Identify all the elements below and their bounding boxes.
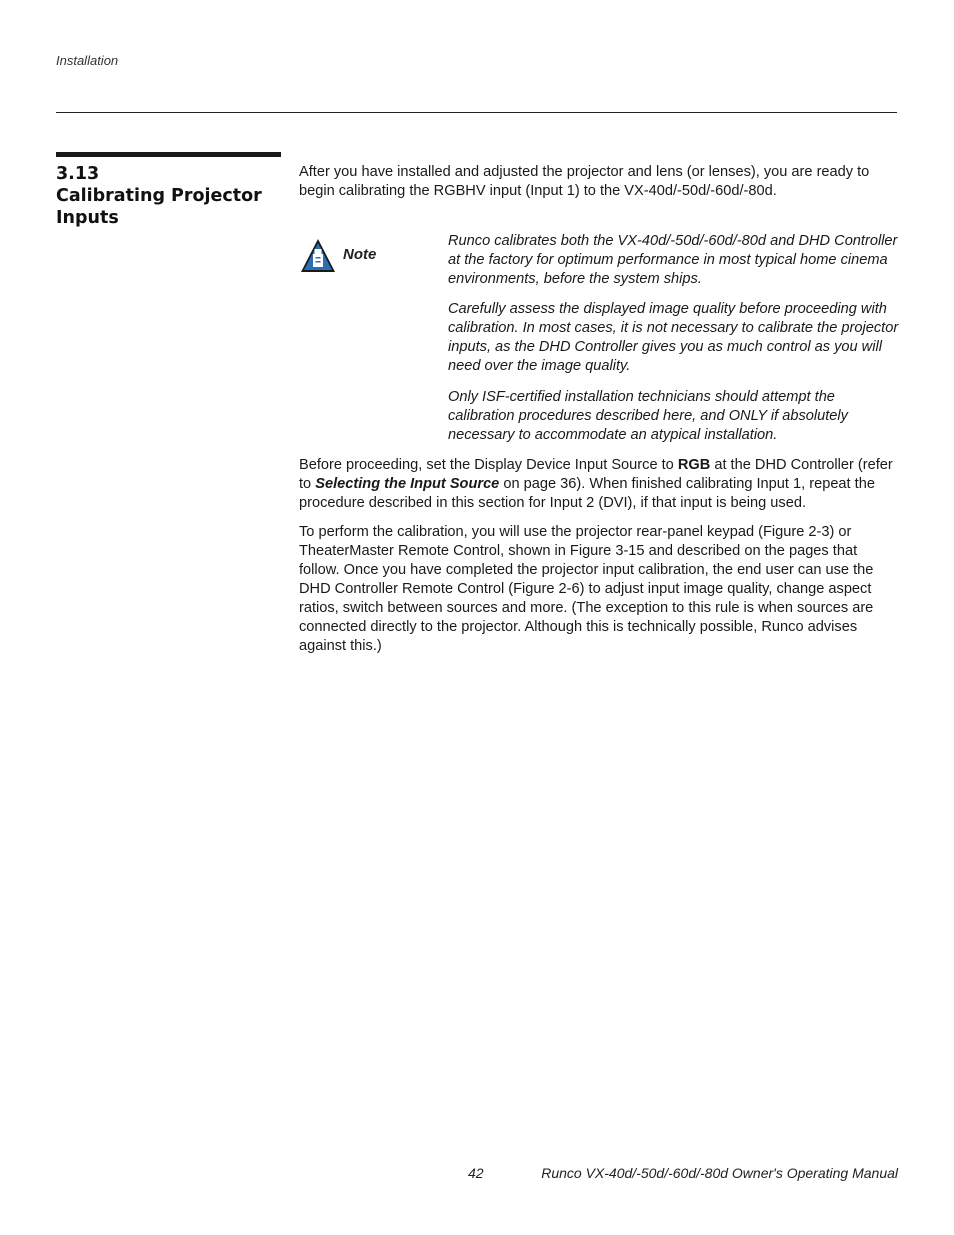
before-text-3: on page 36). When finished calibrating Input 1, repeat the procedure described in this section for Input 2 (DVI), if that input is being used.: [299, 476, 875, 511]
section-heading: [56, 163, 286, 229]
intro-paragraph: After you have installed and adjusted the projector and lens (or lenses), you are ready to begin calibrating the RGBHV input (Input 1) to the VX-40d/-50d/-60d/-80d.: [299, 164, 870, 199]
note-label: Note: [343, 246, 377, 263]
note-paragraph-1: Runco calibrates both the VX-40d/-50d/-60d/-80d and DHD Controller at the factory for optimum performance in most typical home cinema environments, before the system ships.: [448, 233, 898, 287]
before-text-2: at the DHD Controller (refer to: [299, 457, 893, 492]
header-rule: [56, 112, 897, 113]
selecting-input-source-link[interactable]: Selecting the Input Source: [315, 476, 500, 492]
before-text-1: Before proceeding, set the Display Device Input Source to: [299, 457, 678, 473]
section-title-line2: Inputs: [56, 208, 119, 228]
before-proceeding-paragraph: [299, 456, 899, 513]
manual-title: Runco VX-40d/-50d/-60d/-80d Owner's Operating Manual: [541, 1165, 898, 1181]
section-number: 3.13: [56, 164, 100, 184]
perform-calibration-paragraph: To perform the calibration, you will use the projector rear-panel keypad (Figure 2-3) or TheaterMaster Remote Control, shown in Figure 3-15 and described on the pages that follow. Once you have completed the projector input calibration, the end user can use the DHD Controller Remote Control (Figure 2-6) to adjust input image quality, change aspect ratios, switch between sources and more. (The exception to this rule is when sources are connected directly to the projector. Although this is technically possible, Runco advises against this.): [299, 524, 874, 654]
running-head: Installation: [56, 53, 119, 68]
note-icon: [300, 238, 336, 274]
rgb-term: RGB: [677, 457, 711, 473]
section-bar: [56, 152, 281, 157]
note-paragraph-2: Carefully assess the displayed image quality before proceeding with calibration. In most cases, it is not necessary to calibrate the projector inputs, as the DHD Controller gives you as much control as you will need over the image quality.: [448, 301, 899, 374]
note-paragraph-3: Only ISF-certified installation technicians should attempt the calibration procedures described here, and ONLY if absolutely necessary to accommodate an atypical installation.: [448, 389, 848, 443]
page-number: 42: [468, 1165, 484, 1181]
section-title-line1: Calibrating Projector: [56, 186, 262, 206]
